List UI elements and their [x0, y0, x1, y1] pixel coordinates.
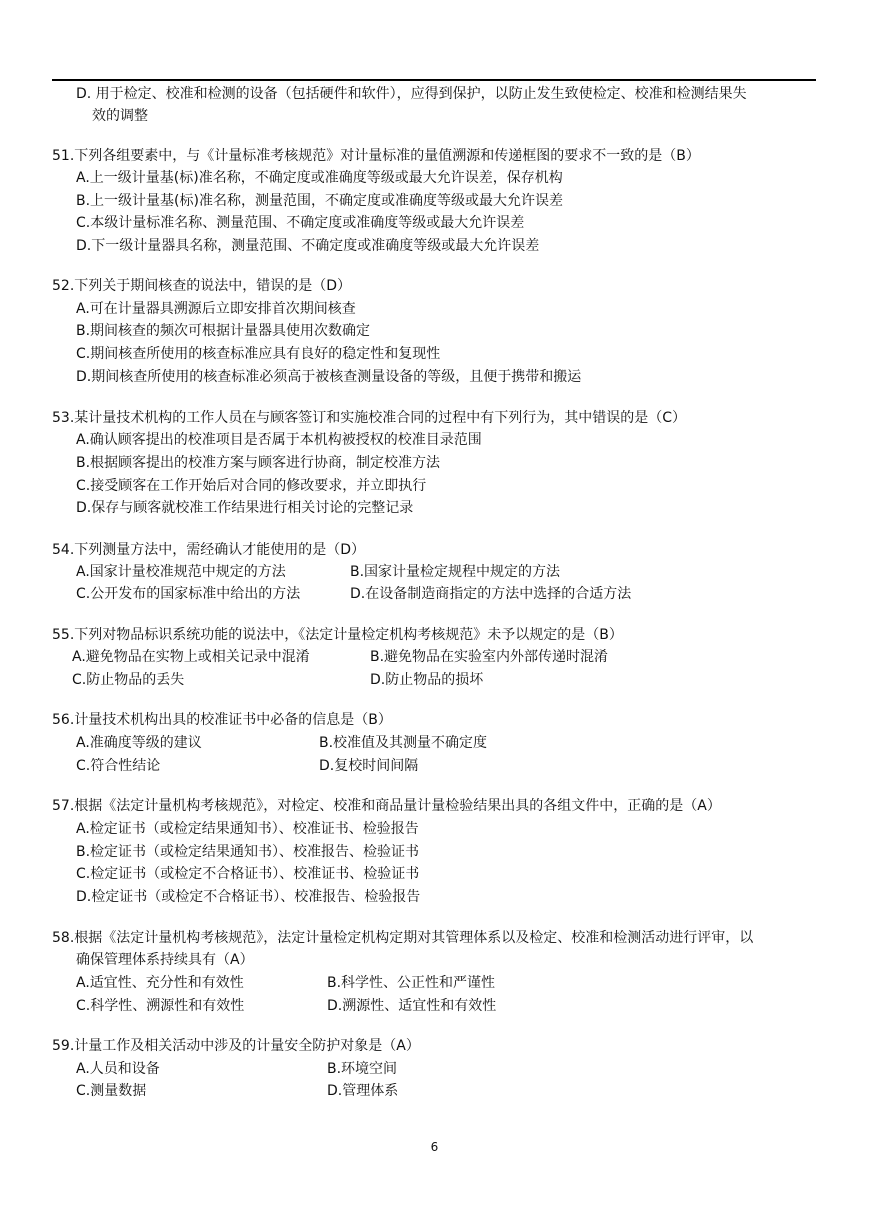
q59-option-b: B.环境空间: [327, 1061, 398, 1077]
q51-stem: 51.下列各组要素中，与《计量标准考核规范》对计量标准的量值溯源和传递框图的要求不一致的是（B）: [52, 148, 700, 164]
header-rule: [52, 79, 816, 81]
q55-stem: 55.下列对物品标识系统功能的说法中，《法定计量检定机构考核规范》未予以规定的是（B）: [52, 627, 623, 643]
q52-option-d: D.期间核查所使用的核查标准必须高于被核查测量设备的等级，且便于携带和搬运: [76, 369, 582, 385]
q58-option-c: C.科学性、溯源性和有效性: [76, 998, 245, 1014]
q54-option-b: B.国家计量检定规程中规定的方法: [350, 564, 561, 580]
q57-option-c: C.检定证书（或检定不合格证书）、校准证书、检验证书: [76, 866, 420, 882]
q53-option-b: B.根据顾客提出的校准方案与顾客进行协商，制定校准方法: [76, 455, 441, 471]
q51-option-d: D.下一级计量器具名称，测量范围、不确定度或准确度等级或最大允许误差: [76, 238, 540, 254]
q57-option-d: D.检定证书（或检定不合格证书）、校准报告、检验报告: [76, 889, 421, 905]
q59-stem: 59.计量工作及相关活动中涉及的计量安全防护对象是（A）: [52, 1038, 420, 1054]
q56-option-c: C.符合性结论: [76, 758, 161, 774]
q53-option-c: C.接受顾客在工作开始后对合同的修改要求，并立即执行: [76, 478, 427, 494]
q57-option-b: B.检定证书（或检定结果通知书）、校准报告、检验证书: [76, 844, 420, 860]
q52-option-c: C.期间核查所使用的核查标准应具有良好的稳定性和复现性: [76, 346, 441, 362]
q59-option-a: A.人员和设备: [76, 1061, 160, 1077]
q58-stem: 58.根据《法定计量机构考核规范》，法定计量检定机构定期对其管理体系以及检定、校准和检测活动进行评审，以: [52, 930, 754, 946]
q54-option-d: D.在设备制造商指定的方法中选择的合适方法: [350, 586, 632, 602]
q56-option-b: B.校准值及其测量不确定度: [319, 735, 488, 751]
q58-option-b: B.科学性、公正性和严谨性: [327, 975, 496, 991]
q54-stem: 54.下列测量方法中，需经确认才能使用的是（D）: [52, 542, 366, 558]
q51-option-b: B.上一级计量基(标)准名称，测量范围，不确定度或准确度等级或最大允许误差: [76, 193, 563, 209]
carry-option-d: D. 用于检定、校准和检测的设备（包括硬件和软件），应得到保护，以防止发生致使检定、校准和检测结果失: [76, 86, 747, 102]
page-number: 6: [430, 1140, 439, 1154]
q52-option-b: B.期间核查的频次可根据计量器具使用次数确定: [76, 323, 371, 339]
q56-stem: 56.计量技术机构出具的校准证书中必备的信息是（B）: [52, 712, 392, 728]
q58-option-a: A.适宜性、充分性和有效性: [76, 975, 244, 991]
q55-option-b: B.避免物品在实验室内外部传递时混淆: [370, 649, 609, 665]
q58-option-d: D.溯源性、适宜性和有效性: [327, 998, 497, 1014]
q53-stem: 53.某计量技术机构的工作人员在与顾客签订和实施校准合同的过程中有下列行为，其中错误的是（C）: [52, 410, 687, 426]
q55-option-d: D.防止物品的损坏: [370, 672, 484, 688]
q52-option-a: A.可在计量器具溯源后立即安排首次期间核查: [76, 301, 356, 317]
q59-option-d: D.管理体系: [327, 1083, 399, 1099]
q51-option-c: C.本级计量标准名称、测量范围、不确定度或准确度等级或最大允许误差: [76, 215, 525, 231]
q53-option-d: D.保存与顾客就校准工作结果进行相关讨论的完整记录: [76, 500, 414, 516]
q53-option-a: A.确认顾客提出的校准项目是否属于本机构被授权的校准目录范围: [76, 432, 482, 448]
q56-option-d: D.复校时间间隔: [319, 758, 419, 774]
q52-stem: 52.下列关于期间核查的说法中，错误的是（D）: [52, 278, 352, 294]
q55-option-a: A.避免物品在实物上或相关记录中混淆: [72, 649, 310, 665]
q51-option-a: A.上一级计量基(标)准名称，不确定度或准确度等级或最大允许误差，保存机构: [76, 170, 563, 186]
q55-option-c: C.防止物品的丢失: [72, 672, 185, 688]
q58-stem-cont: 确保管理体系持续具有（A）: [76, 952, 254, 968]
q54-option-c: C.公开发布的国家标准中给出的方法: [76, 586, 301, 602]
q57-stem: 57.根据《法定计量机构考核规范》，对检定、校准和商品量计量检验结果出具的各组文件中，正确的是（A）: [52, 798, 721, 814]
q54-option-a: A.国家计量校准规范中规定的方法: [76, 564, 286, 580]
q57-option-a: A.检定证书（或检定结果通知书）、校准证书、检验报告: [76, 821, 419, 837]
carry-option-d-cont: 效的调整: [92, 108, 148, 124]
q56-option-a: A.准确度等级的建议: [76, 735, 202, 751]
q59-option-c: C.测量数据: [76, 1083, 147, 1099]
